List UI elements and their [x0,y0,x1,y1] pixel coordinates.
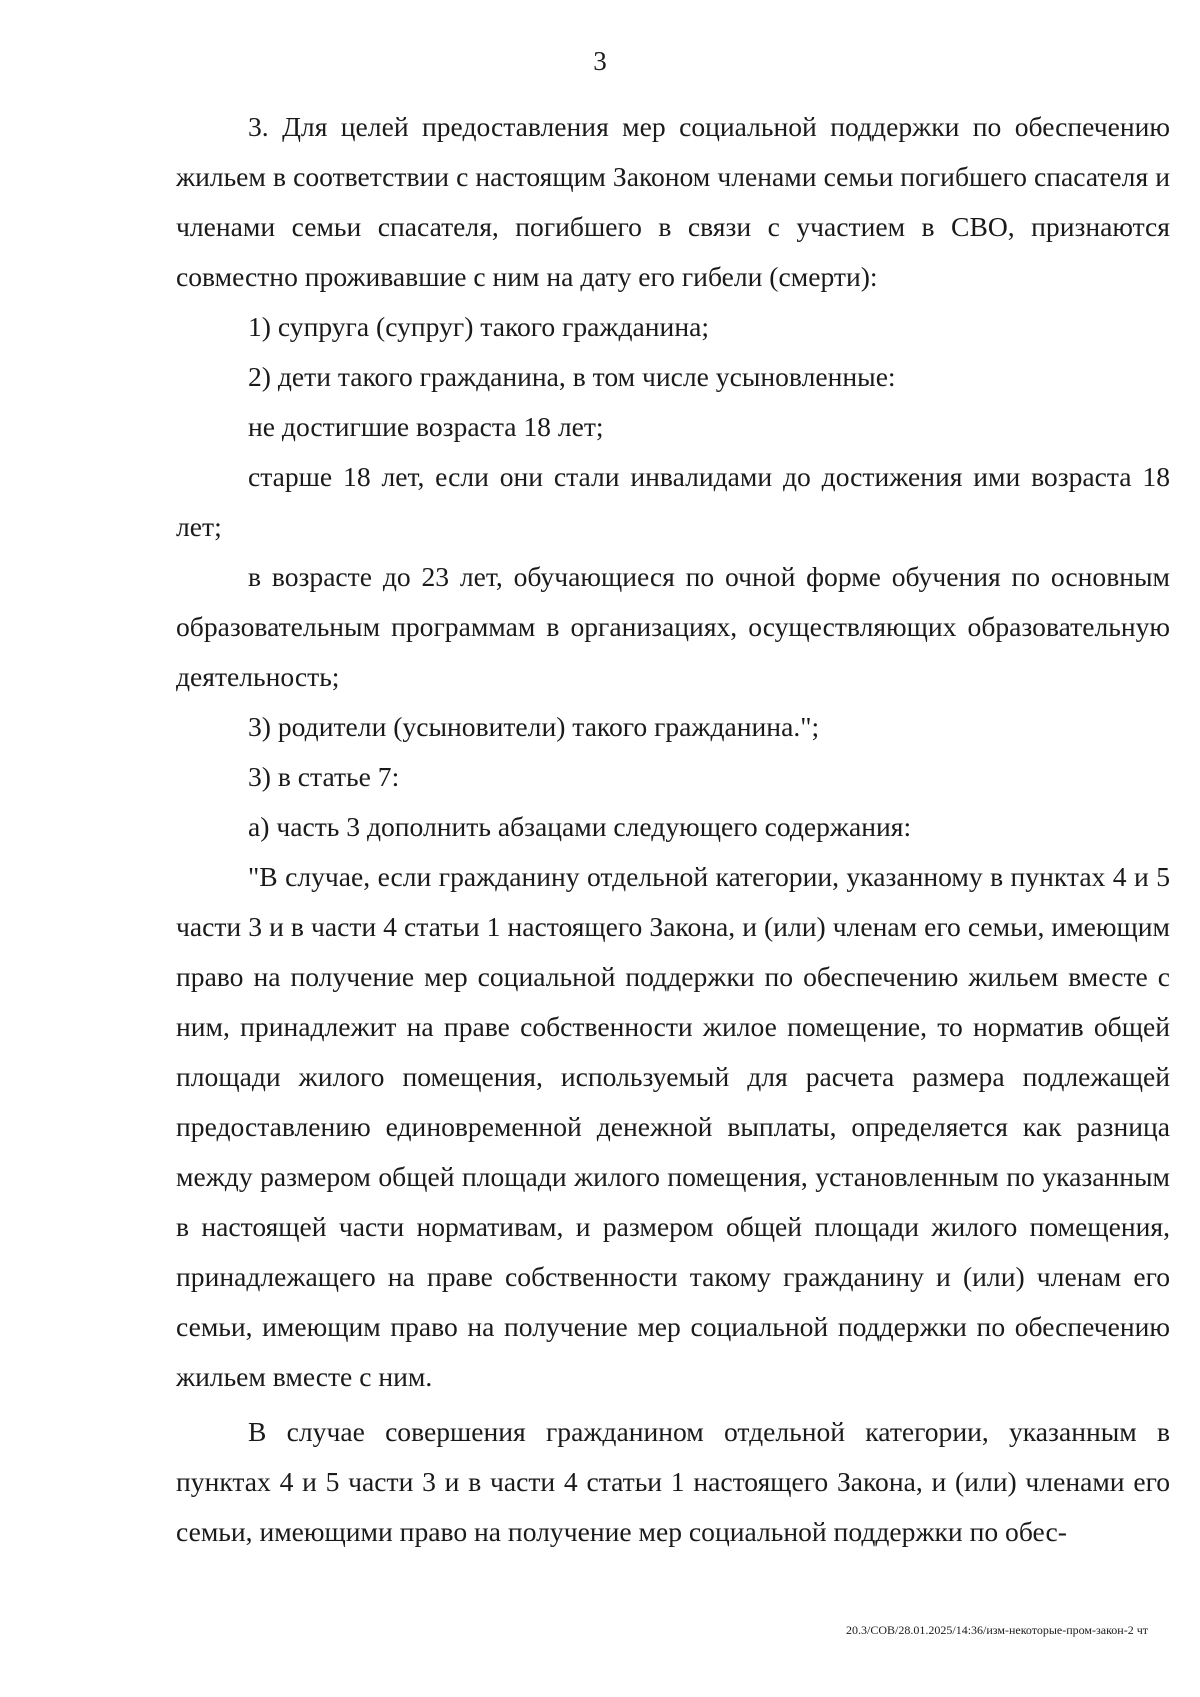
paragraph-part-3-amendment: а) часть 3 дополнить абзацами следующего содержания: [248,811,912,842]
page-number: 3 [593,46,607,76]
paragraph-item-spouse: 1) супруга (супруг) такого гражданина; [248,311,709,342]
paragraph-children-students: в возрасте до 23 лет, обучающиеся по очной форме обучения по основным образовательным программам в организациях, осуществляющих образовательную деятельность; [176,561,1170,692]
paragraph-transaction-case: В случае совершения гражданином отдельной категории, указанным в пунктах 4 и 5 части 3 и в части 4 статьи 1 настоящего Закона, и (или) членами его семьи, имеющими право на получение мер социальной поддержки по обес- [176,1416,1170,1547]
paragraph-family-members-definition: 3. Для целей предоставления мер социальной поддержки по обеспечению жильем в соответствии с настоящим Законом членами семьи погибшего спасателя и членами семьи спасателя, погибшего в связи с участием в СВО, признаются совместно проживавшие с ним на дату его гибели (смерти): [176,111,1170,292]
paragraph-children-disabled: старше 18 лет, если они стали инвалидами до достижения ими возраста 18 лет; [176,461,1170,542]
paragraph-article-7: 3) в статье 7: [248,761,400,792]
paragraph-item-children: 2) дети такого гражданина, в том числе усыновленные: [248,361,896,392]
paragraph-children-under-18: не достигшие возраста 18 лет; [248,411,604,442]
document-footer-code: 20.3/СОВ/28.01.2025/14:36/изм-некоторые-пром-закон-2 чт [846,1623,1148,1637]
document-body [176,102,1170,1557]
paragraph-item-parents: 3) родители (усыновители) такого гражданина."; [248,711,820,742]
paragraph-housing-norm: "В случае, если гражданину отдельной категории, указанному в пунктах 4 и 5 части 3 и в части 4 статьи 1 настоящего Закона, и (или) членам его семьи, имеющим право на получение мер социальной поддержки по обеспечению жильем вместе с ним, принадлежит на праве собственности жилое помещение, то норматив общей площади жилого помещения, используемый для расчета размера подлежащей предоставлению единовременной денежной выплаты, определяется как разница между размером общей площади жилого помещения, установленным по указанным в настоящей части нормативам, и размером общей площади жилого помещения, принадлежащего на праве собственности такому гражданину и (или) членам его семьи, имеющим право на получение мер социальной поддержки по обеспечению жильем вместе с ним. [176,861,1170,1392]
